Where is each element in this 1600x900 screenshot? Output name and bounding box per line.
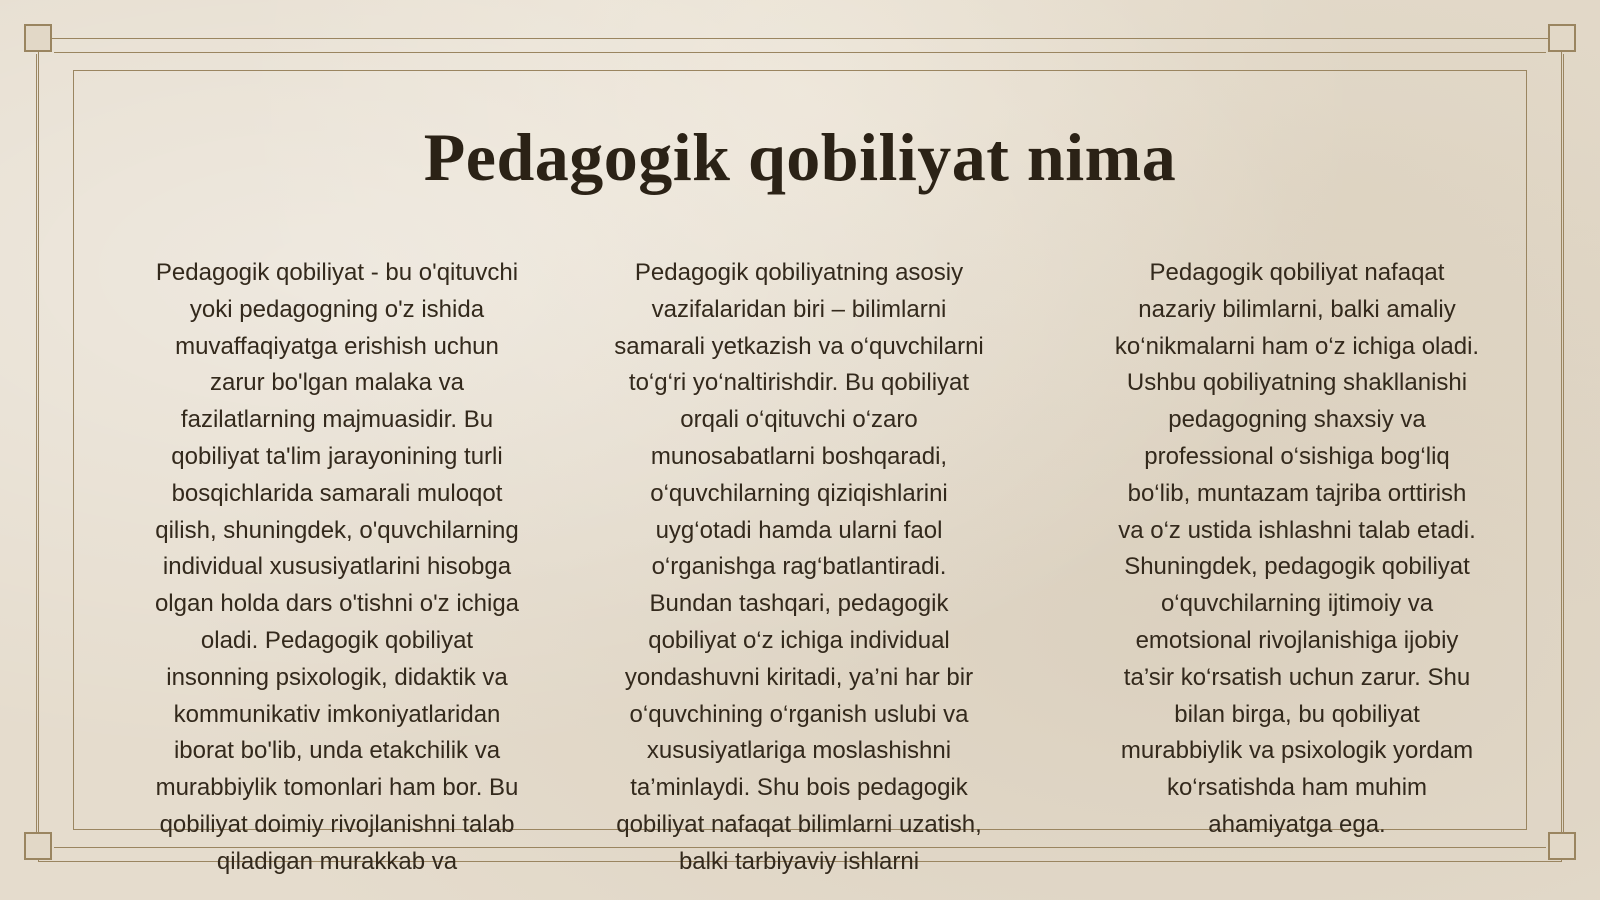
corner-ornament-top-left	[24, 24, 52, 52]
text-column-right: Pedagogik qobiliyat nafaqat nazariy bilimlarni, balki amaliy ko‘nikmalarni ham o‘z ichiga oladi. Ushbu qobiliyatning shakllanishi pedagogning shaxsiy va professional o‘sishiga bog‘liq bo‘lib, muntazam tajriba orttirish va o‘z ustida ishlashni talab etadi. Shuningdek, pedagogik qobiliyat o‘quvchilarning ijtimoiy va emotsional rivojlanishiga ijobiy ta’sir ko‘rsatish uchun zarur. Shu bilan birga, bu qobiliyat murabbiylik va psixologik yordam ko‘rsatishda ham muhim ahamiyatga ega.	[1114, 259, 1480, 838]
slide-title: Pedagogik qobiliyat nima	[423, 119, 1177, 195]
text-column-middle: Pedagogik qobiliyatning asosiy vazifalaridan biri – bilimlarni samarali yetkazish va o‘quvchilarni to‘g‘ri yo‘naltirishdir. Bu qobiliyat orqali o‘qituvchi o‘zaro munosabatlarni boshqaradi, o‘quvchilarning qiziqishlarini uyg‘otadi hamda ularni faol o‘rganishga rag‘batlantiradi. Bundan tashqari, pedagogik qobiliyat o‘z ichiga individual yondashuvni kiritadi, ya’ni har bir o‘quvchining o‘rganish uslubi va xususiyatlariga moslashishni ta’minlaydi. Shu bois pedagogik qobiliyat nafaqat bilimlarni uzatish, balki tarbiyaviy ishlarni	[614, 259, 984, 875]
corner-ornament-bottom-left	[24, 832, 52, 860]
corner-ornament-top-right	[1548, 24, 1576, 52]
corner-ornament-bottom-right	[1548, 832, 1576, 860]
text-column-left: Pedagogik qobiliyat - bu o'qituvchi yoki pedagogning o'z ishida muvaffaqiyatga erishish uchun zarur bo'lgan malaka va fazilatlarning majmuasidir. Bu qobiliyat ta'lim jarayonining turli bosqichlarida samarali muloqot qilish, shuningdek, o'quvchilarning individual xususiyatlarini hisobga olgan holda dars o'tishni o'z ichiga oladi. Pedagogik qobiliyat insonning psixologik, didaktik va kommunikativ imkoniyatlaridan iborat bo'lib, unda etakchilik va murabbiylik tomonlari ham bor. Bu qobiliyat doimiy rivojlanishni talab qiladigan murakkab va	[154, 259, 520, 875]
